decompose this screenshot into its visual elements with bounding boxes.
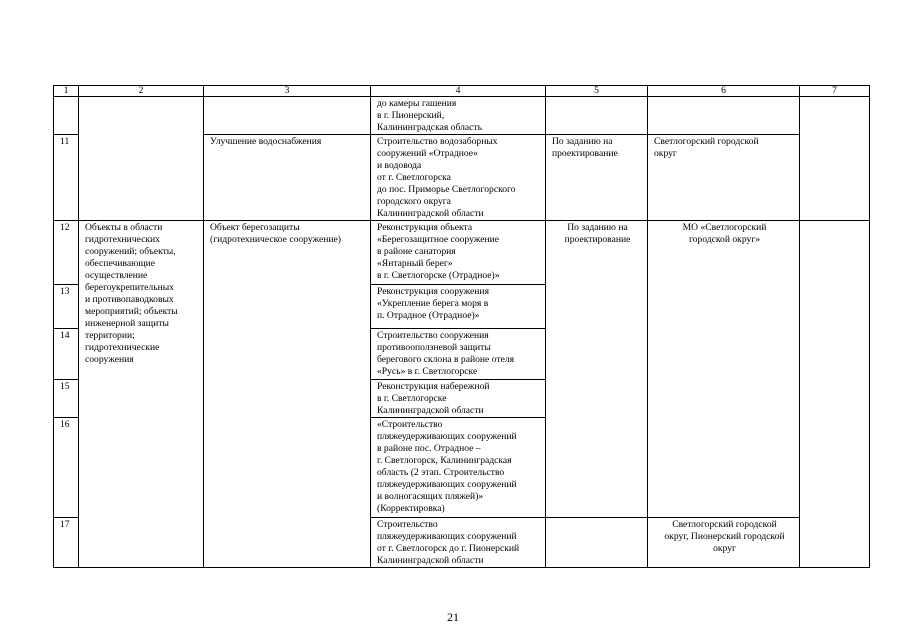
object-description-cell	[371, 97, 546, 135]
text-line: проектирование	[564, 234, 631, 245]
text-line: территории;	[85, 330, 135, 341]
object-name-cell	[204, 221, 371, 568]
text-line: (гидротехническое сооружение)	[210, 234, 342, 245]
text-line: округ, Пионерский городской	[664, 531, 785, 542]
text-line: противооползневой защиты	[377, 342, 491, 353]
text-line: и противопаводковых	[85, 294, 174, 305]
text-line: область (2 этап. Строительство	[377, 467, 505, 478]
text-line: инженерной защиты	[85, 318, 169, 329]
text-line: в районе пос. Отрадное –	[377, 443, 481, 454]
text-line: Светлогорский городской	[672, 519, 777, 530]
col-number-3: 3	[204, 86, 371, 97]
text-line: обеспечивающие	[85, 258, 156, 269]
text-line: пляжеудерживающих сооружений	[377, 531, 517, 542]
row-number-cell: 12	[54, 221, 79, 285]
text-line: округ	[654, 148, 677, 159]
text-line: в районе санатория	[377, 246, 456, 257]
text-line: Калининградская область	[377, 122, 482, 133]
text-line: от г. Светлогорск до г. Пионерский	[377, 543, 520, 554]
row-number-cell: 15	[54, 380, 79, 418]
location-cell	[648, 518, 800, 568]
text-line: МО «Светлогорский	[682, 222, 767, 233]
text-line: Калининградской области	[377, 405, 484, 416]
text-line: г. Светлогорск, Калининградская	[377, 455, 512, 466]
text-line: сооружений; объекты,	[85, 246, 176, 257]
text-line: проектирование	[552, 148, 618, 159]
text-line: до камеры гашения	[377, 98, 457, 109]
object-description-cell	[371, 285, 546, 329]
basis-cell	[546, 97, 648, 135]
row-number-cell: 13	[54, 285, 79, 329]
basis-cell	[546, 221, 648, 518]
object-description-cell	[371, 380, 546, 418]
text-line: Объекты в области	[85, 222, 163, 233]
text-line: Строительство водозаборных	[377, 136, 498, 147]
text-line: сооружения	[85, 354, 134, 365]
text-line: городской округ»	[688, 234, 761, 245]
text-line: п. Отрадное (Отрадное)»	[377, 310, 480, 321]
object-name-cell	[204, 97, 371, 135]
col-number-2: 2	[79, 86, 204, 97]
text-line: По заданию на	[567, 222, 628, 233]
object-name-cell: Улучшение водоснабжения	[204, 135, 371, 221]
text-line: Объект берегозащиты	[210, 222, 300, 233]
text-line: «Янтарный берег»	[377, 258, 453, 269]
table-header-row	[54, 86, 870, 97]
text-line: и водовода	[377, 160, 422, 171]
text-line: гидротехнические	[85, 342, 160, 353]
table-row-12	[54, 221, 870, 285]
table-row-continuation	[54, 97, 870, 135]
text-line: Строительство	[377, 519, 438, 530]
col-number-6: 6	[648, 86, 800, 97]
object-description-cell	[371, 329, 546, 380]
text-line: пляжеудерживающих сооружений	[377, 431, 517, 442]
text-line: «Укрепление берега моря в	[377, 298, 489, 309]
text-line: мероприятий; объекты	[85, 306, 178, 317]
row-number-cell: 16	[54, 418, 79, 518]
basis-cell	[546, 518, 648, 568]
text-line: в г. Пионерский,	[377, 110, 445, 121]
text-line: «Строительство	[377, 419, 443, 430]
text-line: от г. Светлогорска	[377, 172, 451, 183]
object-description-cell	[371, 418, 546, 518]
row-number-cell: 11	[54, 135, 79, 221]
col-number-1: 1	[54, 86, 79, 97]
planning-objects-table	[53, 85, 870, 568]
row-number-cell: 17	[54, 518, 79, 568]
text-line: сооружений «Отрадное»	[377, 148, 478, 159]
text-line: (Корректировка)	[377, 503, 445, 514]
text-line: в г. Светлогорске	[377, 393, 447, 404]
text-line: По заданию на	[552, 136, 613, 147]
location-cell	[648, 97, 800, 135]
location-cell	[648, 135, 800, 221]
row-number-cell	[54, 97, 79, 135]
page-number: 21	[447, 610, 459, 624]
col-number-4: 4	[371, 86, 546, 97]
text-line: Строительство сооружения	[377, 330, 489, 341]
text-line: берегового склона в районе отеля	[377, 354, 515, 365]
text-line: гидротехнических	[85, 234, 160, 245]
location-cell	[648, 221, 800, 518]
basis-cell	[546, 135, 648, 221]
notes-cell	[800, 221, 870, 568]
category-cell	[79, 97, 204, 221]
row-number-cell: 14	[54, 329, 79, 380]
col-number-7: 7	[800, 86, 870, 97]
text-line: осуществление	[85, 270, 148, 281]
text-line: берегоукрепительных	[85, 282, 174, 293]
text-line: Калининградской области	[377, 555, 484, 566]
text-line: округ	[713, 543, 736, 554]
text-line: Реконструкция набережной	[377, 381, 490, 392]
text-line: «Русь» в г. Светлогорске	[377, 366, 478, 377]
text-line: в г. Светлогорске (Отрадное)»	[377, 270, 500, 281]
category-cell	[79, 221, 204, 568]
text-line: пляжеудерживающих сооружений	[377, 479, 517, 490]
col-number-5: 5	[546, 86, 648, 97]
text-line: Реконструкция объекта	[377, 222, 473, 233]
object-description-cell	[371, 135, 546, 221]
object-description-cell	[371, 518, 546, 568]
text-line: до пос. Приморье Светлогорского	[377, 184, 516, 195]
text-line: Калининградской области	[377, 208, 484, 219]
object-description-cell	[371, 221, 546, 285]
text-line: городского округа	[377, 196, 451, 207]
text-line: Светлогорский городской	[654, 136, 759, 147]
notes-cell	[800, 97, 870, 221]
text-line: Реконструкция сооружения	[377, 286, 489, 297]
text-line: «Берегозащитное сооружение	[377, 234, 500, 245]
text-line: и волногасящих пляжей)»	[377, 491, 484, 502]
